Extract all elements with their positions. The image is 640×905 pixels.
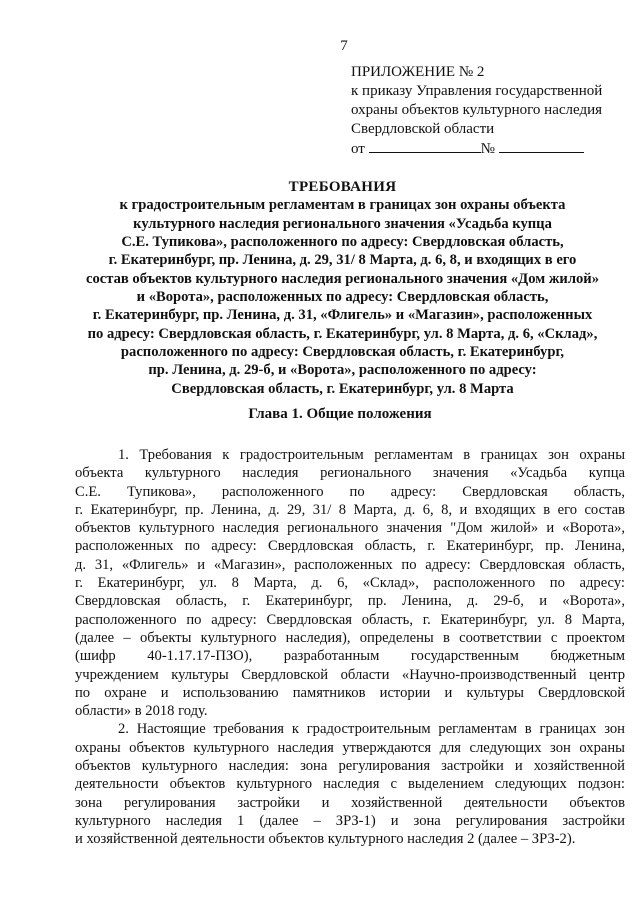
paragraph-line: объектов культурного наследия регионального значения "Дом жилой» и «Ворота», (75, 520, 625, 537)
title-line: по адресу: Свердловская область, г. Екатеринбург, ул. 8 Марта, д. 6, «Склад», (87, 325, 598, 342)
date-blank (369, 139, 481, 153)
title-line: пр. Ленина, д. 29-б, и «Ворота», расположенного по адресу: (148, 362, 537, 379)
appendix-date-number-line (351, 139, 636, 159)
paragraph-line: (далее – объекты культурного наследия), определены в соответствии с проектом (75, 629, 625, 646)
title-line: С.Е. Тупикова», расположенного по адресу: Свердловская область, (121, 234, 564, 251)
appendix-line: охраны объектов культурного наследия (351, 102, 603, 118)
title-line: состав объектов культурного наследия регионального значения «Дом жилой» (85, 270, 600, 287)
paragraph-line: учреждением культуры Свердловской области «Научно-производственный центр (75, 666, 625, 683)
title-line: г. Екатеринбург, пр. Ленина, д. 31, «Флигель» и «Магазин», расположенных (92, 307, 593, 324)
appendix-header (351, 63, 636, 159)
paragraph-line: и хозяйственной деятельности объектов культурного наследия 2 (далее – ЗРЗ-2). (75, 831, 576, 848)
paragraph-line: области» в 2018 году. (75, 703, 208, 720)
paragraph-line: охраны объектов культурного наследия утверждаются для следующих зон охраны (75, 739, 625, 756)
date-label: от (351, 141, 365, 157)
page-number: 7 (340, 38, 348, 54)
paragraph-line: расположенного по адресу: Свердловская область, г. Екатеринбург, ул. 8 Марта, (75, 611, 625, 628)
appendix-line: Свердловской области (351, 121, 495, 137)
paragraph-line: С.Е. Тупикова», расположенного по адресу: Свердловская область, (75, 483, 625, 500)
title-main: ТРЕБОВАНИЯ (288, 179, 397, 195)
paragraph-line: культурного наследия 1 (далее – ЗРЗ-1) и зона регулирования застройки (75, 812, 625, 829)
paragraph-line: деятельности объектов культурного наследия с выделением следующих подзон: (75, 776, 625, 793)
title-line: к градостроительным регламентам в границах зон охраны объекта (119, 197, 566, 214)
document-title (65, 178, 620, 398)
title-line: и «Ворота», расположенных по адресу: Свердловская область, (136, 289, 549, 306)
paragraph-line: расположенных по адресу: Свердловская область, г. Екатеринбург, пр. Ленина, (75, 538, 625, 555)
paragraph-line: объекта культурного наследия регионального значения «Усадьба купца (75, 465, 625, 482)
appendix-title: ПРИЛОЖЕНИЕ № 2 (351, 64, 485, 80)
paragraph-line: Свердловская область, г. Екатеринбург, пр. Ленина, д. 29-б, и «Ворота», (75, 593, 625, 610)
paragraph-line: по охране и использованию памятников истории и культуры Свердловской (75, 684, 625, 701)
paragraph-line: объектов культурного наследия: зона регулирования застройки и хозяйственной (75, 758, 625, 775)
paragraph-line: д. 31, «Флигель» и «Магазин», расположенных по адресу: Свердловская область, (75, 556, 625, 573)
body-text (75, 446, 625, 849)
paragraph-line: (шифр 40-1.17.17-ПЗО), разработанным государственным бюджетным (75, 648, 625, 665)
paragraph-line: г. Екатеринбург, ул. 8 Марта, д. 6, «Склад», расположенного по адресу: (75, 575, 625, 592)
paragraph-line: зона регулирования застройки и хозяйственной деятельности объектов (75, 794, 625, 811)
paragraph-2 (75, 720, 625, 848)
number-label: № (480, 141, 495, 157)
title-line: культурного наследия регионального значения «Усадьба купца (133, 215, 552, 232)
title-line: Свердловская область, г. Екатеринбург, ул. 8 Марта (171, 380, 514, 397)
chapter-heading: Глава 1. Общие положения (248, 406, 432, 422)
number-blank (499, 139, 584, 153)
paragraph-line: г. Екатеринбург, пр. Ленина, д. 29, 31/ 8 Марта, д. 6, 8, и входящих в его состав (75, 501, 625, 518)
paragraph-line: 2. Настоящие требования к градостроительным регламентам в границах зон (118, 721, 625, 738)
title-line: г. Екатеринбург, пр. Ленина, д. 29, 31/ 8 Марта, д. 6, 8, и входящих в его (108, 252, 577, 269)
appendix-line: к приказу Управления государственной (351, 83, 603, 99)
paragraph-1 (75, 446, 625, 720)
paragraph-line: 1. Требования к градостроительным регламентам в границах зон охраны (118, 447, 625, 463)
title-line: расположенного по адресу: Свердловская область, г. Екатеринбург, (120, 344, 565, 361)
